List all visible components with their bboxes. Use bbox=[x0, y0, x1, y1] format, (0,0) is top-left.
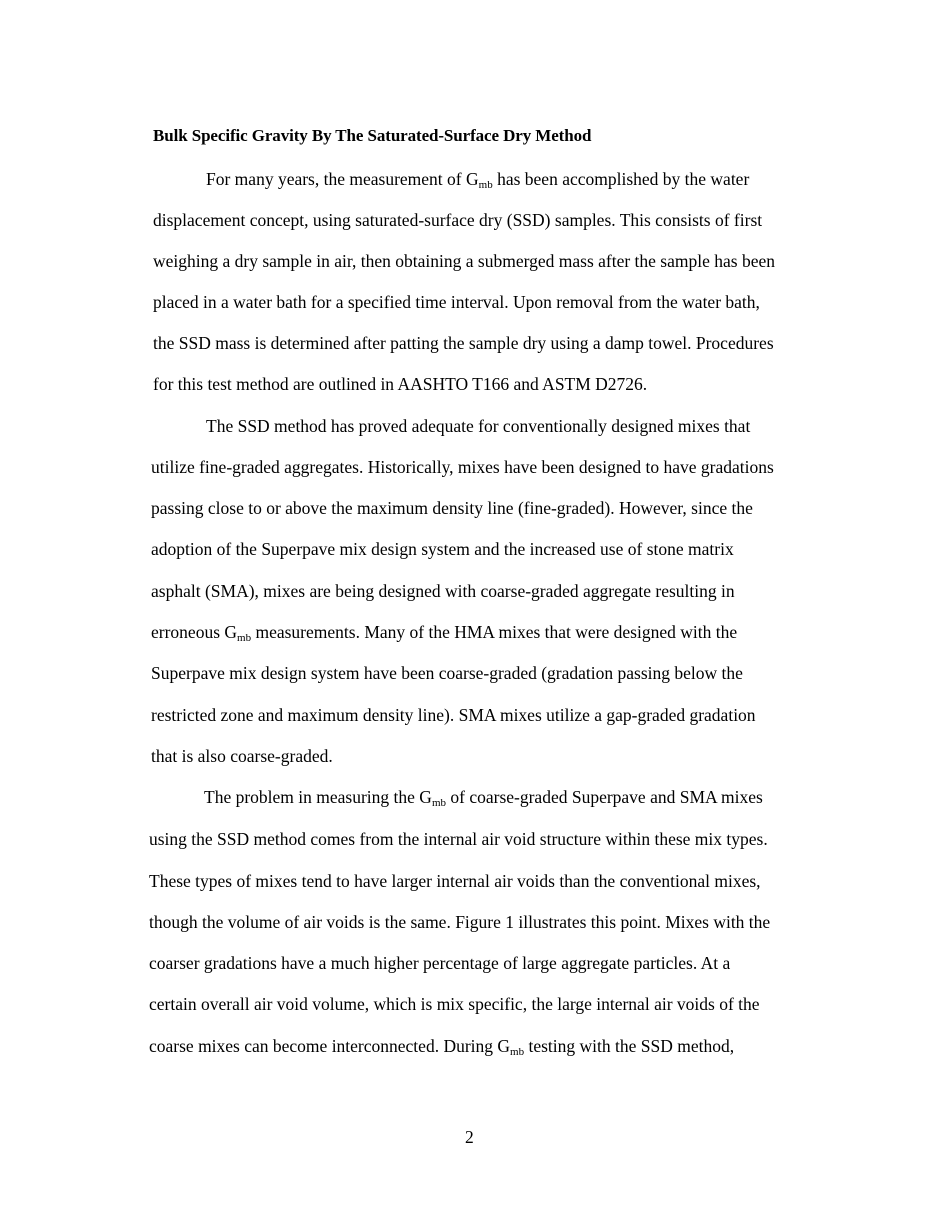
paragraph-1-line-3: weighing a dry sample in air, then obtaining a submerged mass after the sample has been bbox=[153, 251, 775, 271]
paragraph-2-line-3: passing close to or above the maximum density line (fine-graded). However, since the bbox=[151, 498, 753, 518]
paragraph-2-line-1: The SSD method has proved adequate for conventionally designed mixes that bbox=[206, 416, 751, 436]
paragraph-2-line-8: restricted zone and maximum density line). SMA mixes utilize a gap-graded gradation bbox=[151, 705, 756, 725]
paragraph-3-line-1: The problem in measuring the $G_{mb}$ of coarse-graded Superpave and SMA mixes bbox=[204, 787, 763, 809]
paragraph-2-line-9: that is also coarse-graded. bbox=[151, 746, 333, 766]
paragraph-3-line-3: These types of mixes tend to have larger internal air voids than the conventional mixes, bbox=[149, 871, 761, 891]
paragraph-2-line-6: erroneous $G_{mb}$ measurements. Many of the HMA mixes that were designed with the bbox=[151, 622, 738, 644]
paragraph-1-line-1: For many years, the measurement of $G_{mb}$ has been accomplished by the water bbox=[206, 169, 750, 191]
paragraph-1-line-5: the SSD mass is determined after patting the sample dry using a damp towel. Procedures bbox=[153, 333, 774, 353]
paragraph-3-line-7: coarse mixes can become interconnected. During $G_{mb}$ testing with the SSD method, bbox=[149, 1036, 735, 1058]
paragraph-3-line-2: using the SSD method comes from the internal air void structure within these mix types. bbox=[149, 829, 768, 849]
section-heading: Bulk Specific Gravity By The Saturated-Surface Dry Method bbox=[153, 126, 592, 145]
paragraph-3-line-6: certain overall air void volume, which is mix specific, the large internal air voids of the bbox=[149, 994, 760, 1014]
paragraph-2-line-7: Superpave mix design system have been coarse-graded (gradation passing below the bbox=[151, 663, 743, 683]
paragraph-3-line-5: coarser gradations have a much higher percentage of large aggregate particles. At a bbox=[149, 953, 731, 973]
paragraph-2-line-5: asphalt (SMA), mixes are being designed with coarse-graded aggregate resulting in bbox=[151, 581, 735, 601]
paragraph-1-line-2: displacement concept, using saturated-surface dry (SSD) samples. This consists of first bbox=[153, 210, 763, 230]
paragraph-2-line-4: adoption of the Superpave mix design system and the increased use of stone matrix bbox=[151, 539, 734, 559]
paragraph-1-line-6: for this test method are outlined in AASHTO T166 and ASTM D2726. bbox=[153, 374, 648, 394]
page-number: 2 bbox=[465, 1127, 474, 1147]
paragraph-1-line-4: placed in a water bath for a specified time interval. Upon removal from the water bath, bbox=[153, 292, 760, 312]
paragraph-3-line-4: though the volume of air voids is the same. Figure 1 illustrates this point. Mixes with the bbox=[149, 912, 771, 932]
paragraph-2-line-2: utilize fine-graded aggregates. Historically, mixes have been designed to have gradations bbox=[151, 457, 774, 477]
